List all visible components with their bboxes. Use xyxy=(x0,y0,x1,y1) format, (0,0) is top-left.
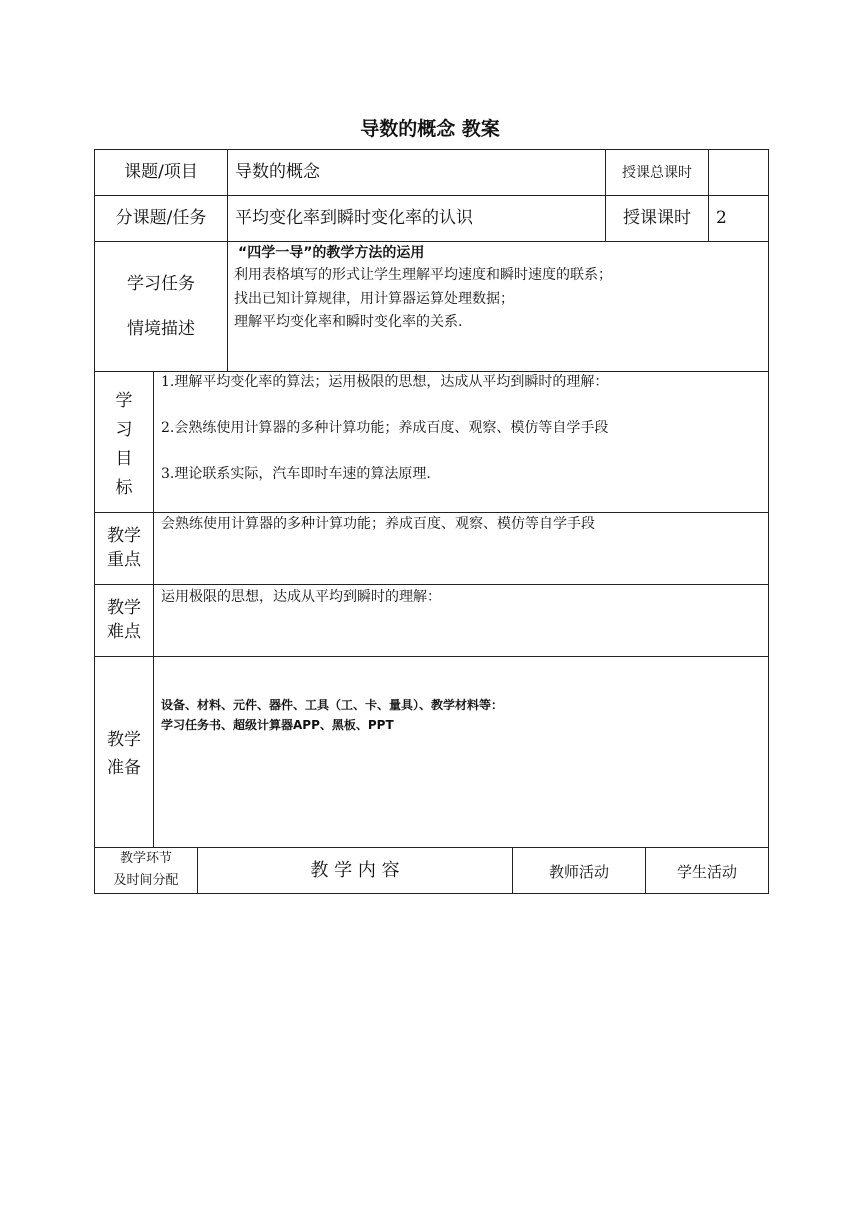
table-border-left xyxy=(94,149,95,894)
document-title: 导数的概念 教案 xyxy=(360,118,500,140)
preparation-label-line2: 准备 xyxy=(107,758,141,778)
difficulty-label-line2: 难点 xyxy=(107,622,141,642)
table-row-divider xyxy=(94,241,769,242)
teacher-activity-header: 教师活动 xyxy=(548,863,609,881)
column-divider xyxy=(227,149,228,371)
objective-item: 3.理论联系实际，汽车即时车速的算法原理. xyxy=(161,466,431,482)
student-activity-header: 学生活动 xyxy=(676,863,737,881)
topic-label: 课题/项目 xyxy=(124,162,198,182)
objective-label-char: 标 xyxy=(115,478,133,498)
table-row-divider xyxy=(94,584,769,585)
objective-item: 1.理解平均变化率的算法；运用极限的思想，达成从平均到瞬时的理解： xyxy=(161,374,609,390)
table-row-divider xyxy=(94,847,769,848)
task-line: 理解平均变化率和瞬时变化率的关系. xyxy=(234,314,463,330)
objective-label-char: 学 xyxy=(115,391,133,411)
table-row-divider xyxy=(94,656,769,657)
table-border-right xyxy=(768,149,769,894)
task-label-line2: 情境描述 xyxy=(127,319,195,339)
task-line: 利用表格填写的形式让学生理解平均速度和瞬时速度的联系； xyxy=(234,267,612,283)
preparation-line: 设备、材料、元件、器件、工具（工、卡、量具）、教学材料等： xyxy=(161,698,504,712)
objective-item: 2.会熟练使用计算器的多种计算功能；养成百度、观察、模仿等自学手段 xyxy=(161,420,609,436)
task-label-line1: 学习任务 xyxy=(127,274,195,294)
key-point-label-line1: 教学 xyxy=(107,526,141,546)
column-divider xyxy=(153,371,154,847)
task-line: 找出已知计算规律，用计算器运算处理数据； xyxy=(234,291,514,307)
segment-label-line2: 及时间分配 xyxy=(113,873,179,888)
task-heading: “四学一导”的教学方法的运用 xyxy=(238,245,425,261)
objective-label-char: 目 xyxy=(115,449,133,469)
preparation-line: 学习任务书、超级计算器APP、黑板、PPT xyxy=(161,718,394,732)
content-header: 教 学 内 容 xyxy=(310,860,400,881)
table-border-top xyxy=(94,149,769,150)
hours-value: 2 xyxy=(716,208,727,228)
subtopic-label: 分课题/任务 xyxy=(115,208,207,228)
segment-label-line1: 教学环节 xyxy=(119,851,172,866)
objective-label-char: 习 xyxy=(115,420,133,440)
key-point-content: 会熟练使用计算器的多种计算功能；养成百度、观察、模仿等自学手段 xyxy=(161,516,595,532)
table-border-bottom xyxy=(94,893,769,894)
table-row-divider xyxy=(94,371,769,372)
subtopic-value: 平均变化率到瞬时变化率的认识 xyxy=(235,208,473,228)
difficulty-content: 运用极限的思想，达成从平均到瞬时的理解： xyxy=(161,589,441,605)
table-row-divider xyxy=(94,512,769,513)
hours-label: 授课课时 xyxy=(623,208,691,228)
topic-value: 导数的概念 xyxy=(235,162,320,182)
difficulty-label-line1: 教学 xyxy=(107,598,141,618)
key-point-label-line2: 重点 xyxy=(107,550,141,570)
column-divider xyxy=(708,149,709,241)
total-hours-label: 授课总课时 xyxy=(622,165,692,181)
preparation-label-line1: 教学 xyxy=(107,730,141,750)
table-row-divider xyxy=(94,195,769,196)
